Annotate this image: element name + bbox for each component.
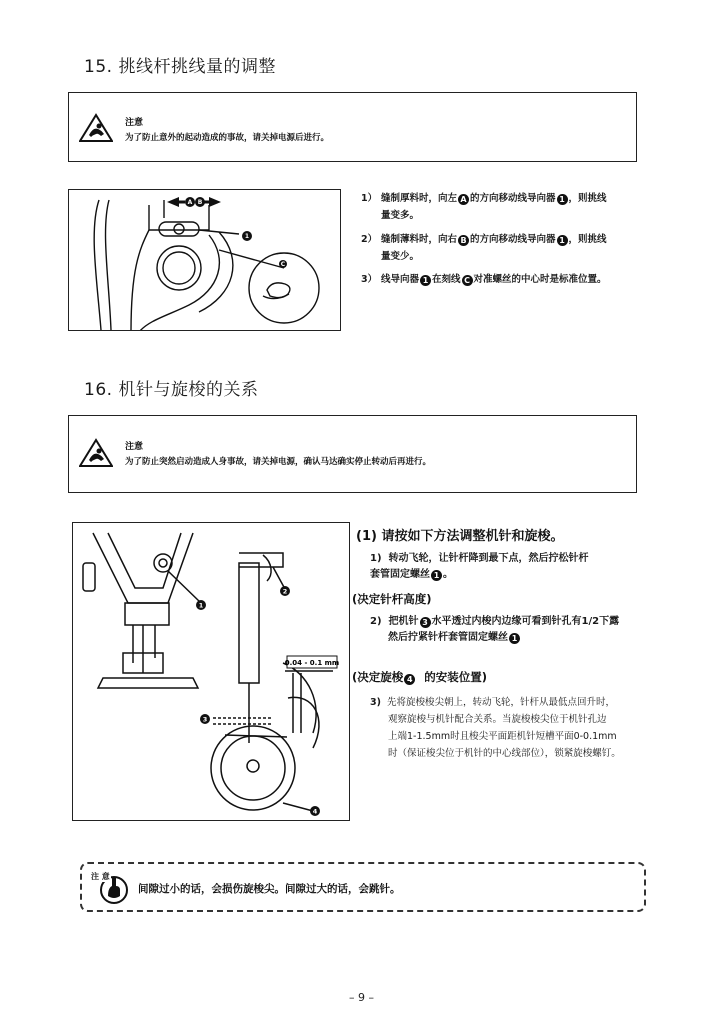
marker-1: 1 — [420, 275, 431, 286]
section-16-title: 16. 机针与旋梭的关系 — [84, 380, 259, 400]
marker-c: C — [462, 275, 473, 286]
marker-1: 1 — [557, 194, 568, 205]
thread-take-up-figure — [68, 189, 341, 331]
marker-1: 1 — [509, 633, 520, 644]
marker-4: 4 — [404, 674, 415, 685]
marker-a: A — [458, 194, 469, 205]
fig-label-c: C — [280, 261, 286, 268]
caution-title: 注意 — [125, 442, 144, 452]
page-number: – 9 – — [349, 991, 374, 1004]
marker-1: 1 — [557, 235, 568, 246]
step-15-3: 3） 线导向器 1 在刻线 C 对准螺丝的中心时是标准位置。 — [361, 274, 607, 285]
step-16-1: 1) 转动飞轮，让针杆降到最下点，然后拧松针杆 套管固定螺丝 1 。 — [370, 553, 589, 580]
step-15-2: 2） 缝制薄料时，向右 B 的方向移动线导向器 1 ，则挑线 量变少。 — [361, 234, 607, 262]
needle-height-subheading: (决定针杆高度) — [352, 592, 432, 606]
fig-label-part1: 1 — [244, 233, 250, 240]
fig16-label-4: 4 — [312, 807, 318, 816]
gap-label: 0.04 - 0.1 mm — [284, 659, 340, 667]
note-icon-label: 注 意 — [91, 872, 110, 881]
fig16-label-1: 1 — [198, 601, 204, 610]
marker-1: 1 — [431, 570, 442, 581]
marker-b: B — [458, 235, 469, 246]
caution-text: 为了防止意外的起动造成的事故，请关掉电源后进行。 — [125, 133, 330, 143]
needle-hook-figure — [72, 522, 350, 821]
hand-warning-icon — [79, 113, 113, 143]
caution-title: 注意 — [125, 118, 144, 128]
step-15-1: 1） 缝制厚料时，向左 A 的方向移动线导向器 1 ，则挑线 量变多。 — [361, 193, 607, 221]
fig16-label-2: 2 — [282, 587, 288, 596]
note-text: 间隙过小的话，会损伤旋梭尖。间隙过大的话，会跳针。 — [138, 883, 401, 895]
section-15-title: 15. 挑线杆挑线量的调整 — [84, 57, 276, 77]
caution-box-16 — [68, 415, 637, 493]
adjust-heading: (1) 请按如下方法调整机针和旋梭。 — [356, 529, 564, 544]
fig-label-a: A — [187, 199, 193, 206]
thread-guide-illustration — [69, 190, 341, 331]
hook-position-subheading: (决定旋梭 4 的安装位置) — [352, 670, 488, 684]
gap-note-box — [80, 862, 646, 912]
hand-warning-icon — [79, 438, 113, 468]
step-16-2: 2) 把机针 3 水平透过内梭内边缘可看到针孔有1/2下露 然后拧紧针杆套管固定螺丝 1 — [370, 616, 620, 643]
caution-text: 为了防止突然启动造成人身事故，请关掉电源，确认马达确实停止转动后再进行。 — [125, 457, 432, 467]
fig-label-b: B — [197, 199, 203, 206]
marker-3: 3 — [420, 617, 431, 628]
caution-box-15 — [68, 92, 637, 162]
step-16-3: 3) 先将旋梭梭尖朝上，转动飞轮，针杆从最低点回升时， 观察旋梭与机针配合关系。当旋梭梭尖位于机针孔边 上端1-1.5mm时且梭尖平面距机针短槽平面0-0.1mm 时（保证梭尖位于机针的中心线部位），锁紧旋梭螺钉。 — [370, 697, 621, 759]
needle-hook-illustration — [73, 523, 350, 821]
fig16-label-3: 3 — [202, 715, 208, 724]
